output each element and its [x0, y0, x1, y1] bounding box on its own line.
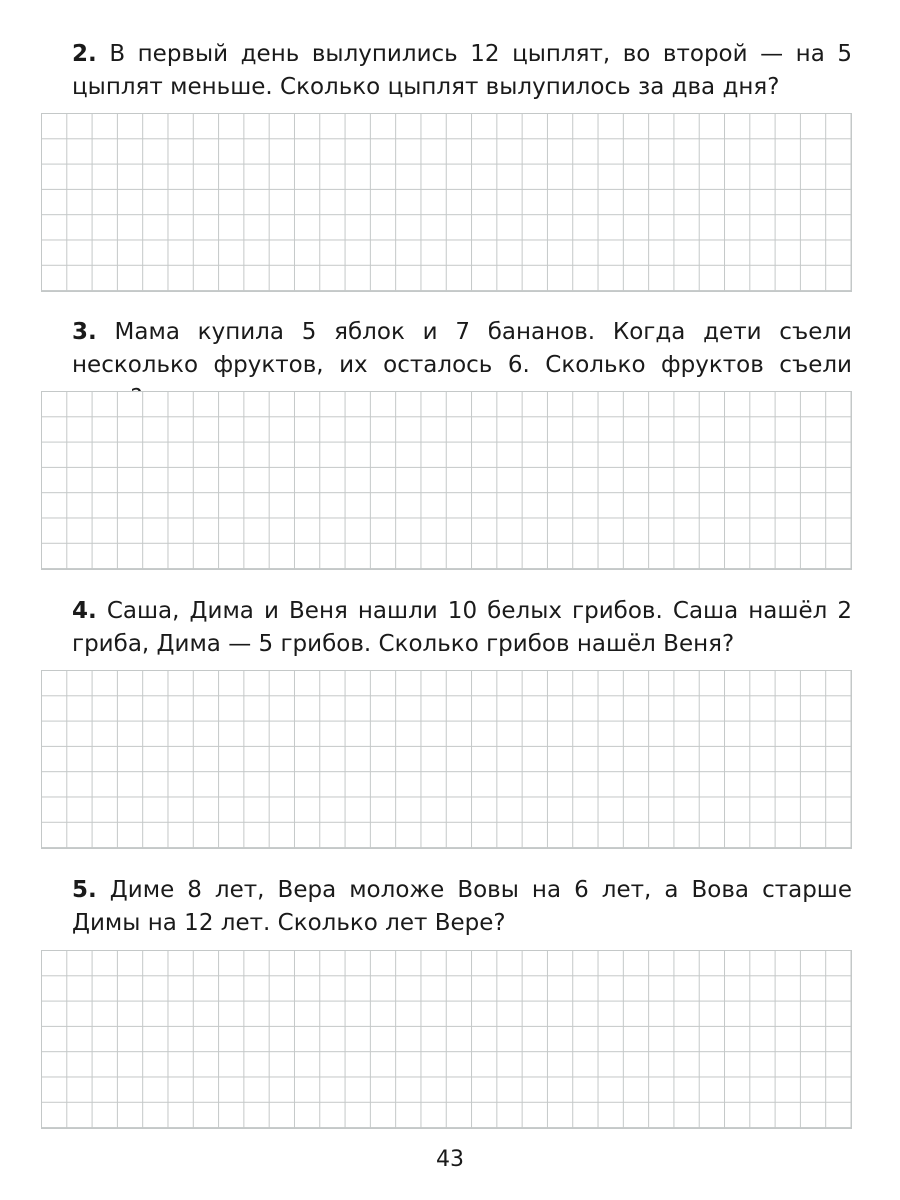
problem-number: 2. — [72, 41, 97, 67]
answer-grid-3[interactable] — [41, 391, 852, 570]
answer-grid-4[interactable] — [41, 670, 852, 849]
problem-text: Саша, Дима и Веня нашли 10 белых грибов. Саша нашёл 2 гриба, Дима — 5 грибов. Сколько грибов нашёл Веня? — [72, 598, 853, 657]
problem-text: Мама купила 5 яблок и 7 бананов. Когда дети съели несколько фруктов, их осталось 6. Сколько фруктов съели — [72, 319, 853, 378]
problem-number: 5. — [72, 877, 97, 903]
page-number: 43 — [436, 1147, 464, 1172]
answer-grid-5[interactable] — [41, 950, 852, 1129]
problem-5 — [72, 874, 852, 940]
problem-4 — [72, 595, 852, 661]
problem-text: Диме 8 лет, Вера моложе Вовы на 6 лет, а Вова старше Димы на 12 лет. Сколько лет Вере? — [72, 877, 853, 936]
problem-number: 4. — [72, 598, 97, 624]
problem-2 — [72, 38, 852, 104]
problem-number: 3. — [72, 319, 97, 345]
answer-grid-2[interactable] — [41, 113, 852, 292]
problem-text: В первый день вылупились 12 цыплят, во второй — на 5 цыплят меньше. Сколько цыплят вылупилось за два дня? — [72, 41, 853, 100]
